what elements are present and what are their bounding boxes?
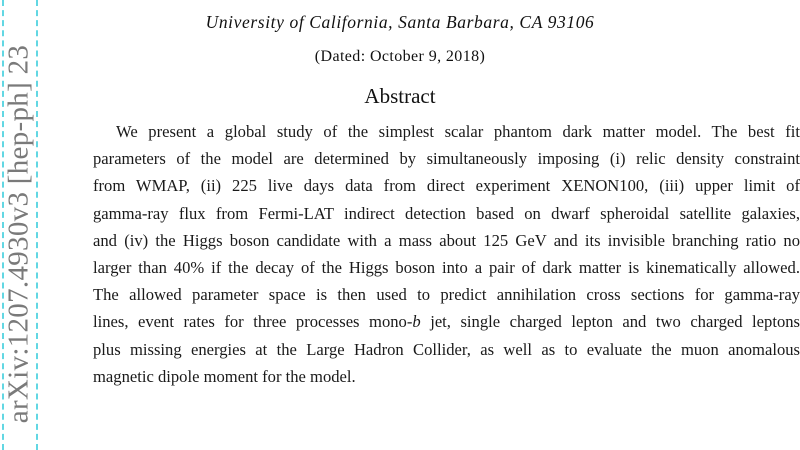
abstract-line: and (iv) the Higgs boson candidate with a mass about 125 GeV and its invisible branching ratio no [93,230,800,250]
abstract-line: We present a global study of the simplest scalar phantom dark matter model. The best fit [116,122,800,141]
abstract-text-segment: jet, single charged lepton and two charged leptons [420,312,800,332]
dated-line: (Dated: October 9, 2018) [314,48,486,65]
abstract-line-mixed [93,308,800,335]
arxiv-margin-stamp [0,0,38,450]
author-affiliation: University of California, Santa Barbara, CA 93106 [205,12,595,32]
abstract-line: gamma-ray flux from Fermi-LAT indirect detection based on dwarf spheroidal satellite galaxies, [93,203,800,223]
abstract-line: from WMAP, (ii) 225 live days data from direct experiment XENON100, (iii) upper limit of [93,176,800,196]
abstract-line: magnetic dipole moment for the model. [93,366,356,386]
italic-b-symbol: b [412,312,421,332]
abstract-body [93,118,800,390]
abstract-line: parameters of the model are determined by simultaneously imposing (i) relic density constraint [93,149,800,169]
abstract-line: The allowed parameter space is then used to predict annihilation cross sections for gamma-ray [93,285,800,305]
arxiv-identifier: arXiv:1207.4930v3 [hep-ph] 23 [2,44,35,424]
abstract-line: larger than 40% if the decay of the Higgs boson into a pair of dark matter is kinematically allowed. [93,257,800,277]
abstract-heading: Abstract [364,84,436,108]
abstract-text-segment: lines, event rates for three processes mono- [93,312,413,332]
abstract-line: plus missing energies at the Large Hadron Collider, as well as to evaluate the muon anomalous [93,339,800,359]
